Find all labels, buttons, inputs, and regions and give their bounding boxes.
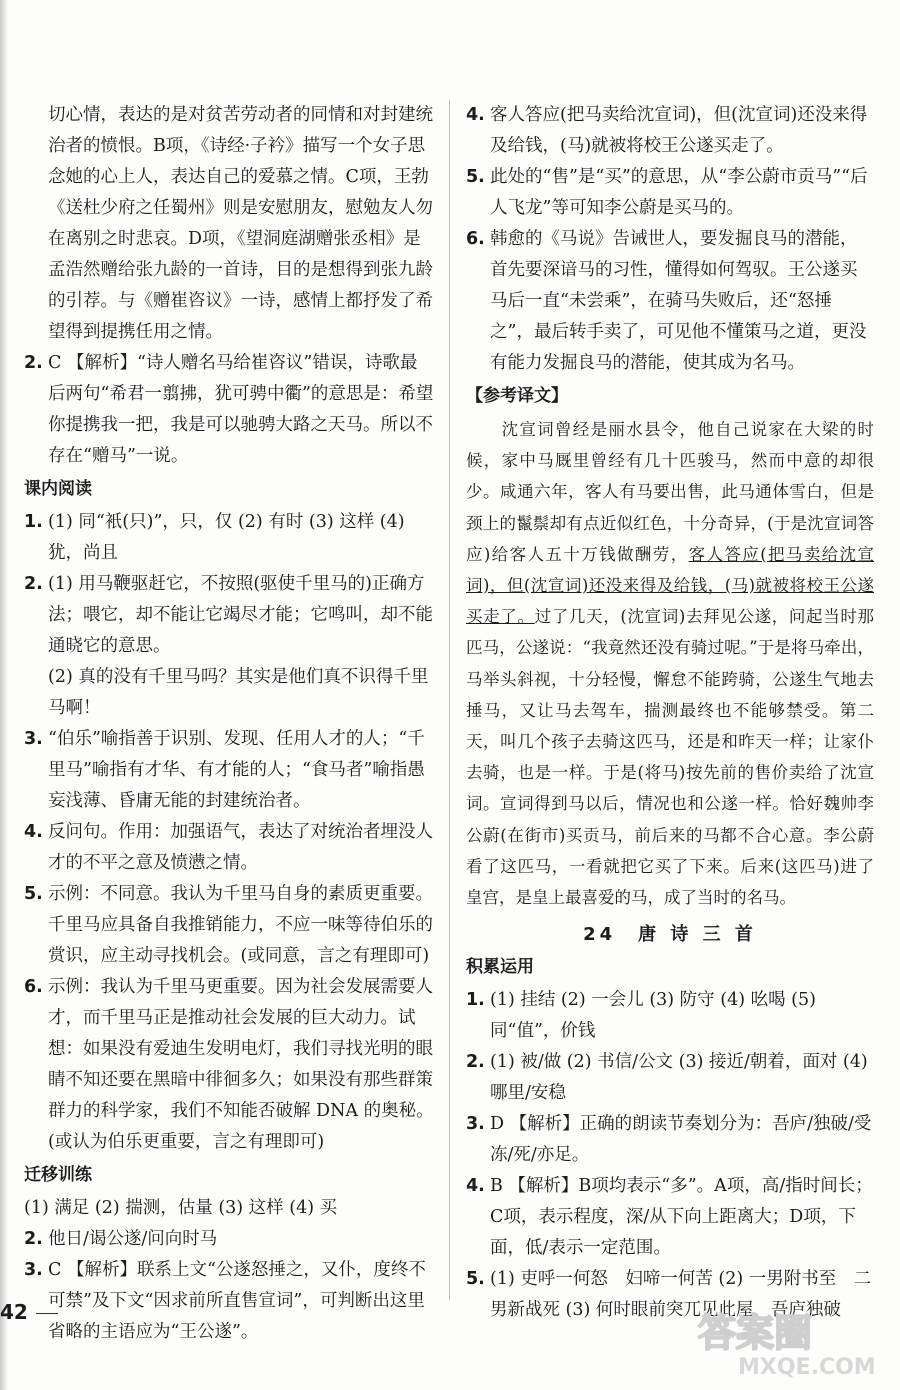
item-number: 2.	[24, 353, 43, 373]
item-number: 3.	[466, 1114, 485, 1135]
section-heading-jilei: 积累运用	[466, 957, 534, 978]
answer-item-k3	[24, 724, 434, 817]
left-column	[24, 100, 434, 1348]
item-text: 反问句。作用：加强语气，表达了对统治者埋没人才的不平之意及愤懑之情。	[48, 822, 433, 873]
answer-item-k2-part2: (2) 真的没有千里马吗？其实是他们真不识得千里马啊！	[48, 667, 429, 718]
right-column	[466, 100, 874, 1326]
item-text: (1) 被/做 (2) 书信/公文 (3) 接近/朝着，面对 (4) 哪里/安稳	[490, 1052, 868, 1104]
item-number: 1.	[24, 512, 43, 532]
answer-item-r6	[466, 224, 874, 379]
item-text: D 【解析】正确的朗读节奏划分为：吾庐/独破/受冻/死/亦足。	[490, 1114, 872, 1166]
answer-item-a2	[466, 1047, 874, 1109]
answer-item-k5	[24, 879, 434, 972]
answer-item-a3	[466, 1109, 874, 1171]
item-text: 此处的“售”是“买”的意思，从“李公蔚市贡马”“后人飞龙”等可知李公蔚是买马的。	[490, 167, 868, 218]
answer-item-a4	[466, 1171, 874, 1264]
answer-item-k4	[24, 817, 434, 879]
item-number: 4.	[466, 105, 485, 125]
watermark-text: 答案圈	[698, 1311, 813, 1355]
answer-item-k2	[24, 569, 434, 662]
item-text: 示例：我认为千里马更重要。因为社会发展需要人才，而千里马正是推动社会发展的巨大动力。试想：如果没有爱迪生发明电灯，我们寻找光明的眼睛不知还要在黑暗中徘徊多久；如果没有那些群策群力的科学家，我们不知能否破解 DNA 的奥秘。(或认为伯乐更重要，言之有理即可)	[48, 977, 434, 1152]
answer-item-k6	[24, 972, 434, 1158]
section-heading-kenei: 课内阅读	[24, 479, 92, 499]
page-edge-shadow	[0, 0, 8, 1390]
answer-item-q3	[24, 1255, 434, 1348]
item-number: 6.	[24, 977, 43, 997]
item-number: 5.	[466, 167, 485, 187]
item-text: 客人答应(把马卖给沈宣词)，但(沈宣词)还没来得及给钱，(马)就被将校王公遂买走了。	[490, 105, 868, 156]
watermark-url: MXQE.COM	[738, 1355, 876, 1380]
translation-part-a: 沈宣词曾经是丽水县令，他自己说家在大梁的时候，家中马厩里曾经有几十匹骏马，然而中意的却很少。咸通六年，客人有马要出售，此马通体雪白，但是颈上的鬣鬃却有点近似红色，十分奇异，(于是沈宣词答应)给客人五十万钱做酬劳，	[466, 420, 874, 564]
item-number: 5.	[466, 1269, 485, 1290]
reference-translation	[466, 414, 874, 913]
reference-translation-heading: 【参考译文】	[466, 386, 568, 406]
item-number: 3.	[24, 729, 43, 749]
item-text: B 【解析】B项均表示“多”。A项，高/指时间长；C项，表示程度，深/从下向上距离大；D项，下面，低/表示一定范围。	[490, 1176, 873, 1259]
item-text: 他日/谒公遂/问向时马	[48, 1229, 218, 1249]
item-number: 2.	[24, 574, 43, 594]
item-text: 韩愈的《马说》告诫世人，要发掘良马的潜能，首先要深谙马的习性，懂得如何驾驭。王公遂买马后一直“未尝乘”，在骑马失败后，还“怒捶之”，最后转手卖了，可见他不懂策马之道，更没有能力发掘良马的潜能，使其成为名马。	[490, 229, 867, 373]
intro-paragraph: 切心情，表达的是对贫苦劳动者的同情和对封建统治者的愤恨。B项，《诗经·子衿》描写一个女子思念她的心上人，表达自己的爱慕之情。C项，王勃《送杜少府之任蜀州》则是安慰朋友，慰勉友人勿在离别之时悲哀。D项，《望洞庭湖赠张丞相》是孟浩然赠给张九龄的一首诗，目的是想得到张九龄的引荐。与《赠崔咨议》一诗，感情上都抒发了希望得到提携任用之情。	[48, 105, 433, 342]
item-number: 2.	[24, 1229, 43, 1249]
lesson-title: 24 唐 诗 三 首	[583, 924, 757, 946]
item-text: (1) 用马鞭驱赶它，不按照(驱使千里马的)正确方法；喂它，却不能让它竭尽才能；它鸣叫，却不能通晓它的意思。	[48, 574, 433, 656]
answer-item-q1: (1) 满足 (2) 揣测，估量 (3) 这样 (4) 买	[24, 1198, 338, 1218]
answer-item-r4	[466, 100, 874, 162]
item-text: (1) 挂结 (2) 一会儿 (3) 防守 (4) 吆喝 (5) 同“值”，价钱	[490, 990, 816, 1042]
item-number: 2.	[466, 1052, 485, 1073]
item-number: 3.	[24, 1260, 43, 1280]
column-divider	[449, 100, 450, 1300]
item-text: (1) 吏呼一何怒 妇啼一何苦 (2) 一男附书至 二男新战死 (3) 何时眼前突兀见此屋 吾庐独破	[490, 1269, 872, 1321]
watermark-logo	[690, 1302, 880, 1380]
answer-item-q2	[24, 1224, 434, 1255]
page-number: 42	[0, 1300, 58, 1324]
item-number: 4.	[466, 1176, 485, 1197]
item-number: 1.	[466, 990, 485, 1011]
answer-item-k1	[24, 507, 434, 569]
item-number: 6.	[466, 229, 485, 249]
answer-item-a1	[466, 985, 874, 1047]
item-text: 示例：不同意。我认为千里马自身的素质更重要。千里马应具备自我推销能力，不应一味等待伯乐的赏识，应主动寻找机会。(或同意，言之有理即可)	[48, 884, 433, 966]
answer-item-r5	[466, 162, 874, 224]
item-text: (1) 同“衹(只)”，只，仅 (2) 有时 (3) 这样 (4) 犹，尚且	[48, 512, 405, 563]
section-heading-qianyi: 迁移训练	[24, 1165, 92, 1185]
answer-item-2	[24, 348, 434, 472]
item-number: 4.	[24, 822, 43, 842]
translation-part-b: 过了几天，(沈宣词)去拜见公遂，问起当时那匹马，公遂说：“我竟然还没有骑过呢。”于是将马牵出，马举头斜视，十分轻慢，懈怠不能跨骑，公遂生气地去捶马，又让马去驾车，揣测最终也不能够禁受。第二天，叫几个孩子去骑这匹马，还是和昨天一样；让家仆去骑，也是一样。于是(将马)按先前的售价卖给了沈宣词。宣词得到马以后，情况也和公遂一样。恰好魏帅李公蔚(在街市)买贡马，前后来的马都不合心意。李公蔚看了这匹马，一看就把它买了下来。后来(这匹马)进了皇宫，是皇上最喜爱的马，成了当时的名马。	[466, 607, 875, 908]
item-text: C 【解析】“诗人赠名马给崔咨议”错误，诗歌最后两句“希君一翦拂，犹可骋中衢”的意思是：希望你提携我一把，我是可以驰骋大路之天马。所以不存在“赠马”一说。	[48, 353, 434, 466]
item-text: “伯乐”喻指善于识别、发现、任用人才的人；“千里马”喻指有才华、有才能的人；“食马者”喻指愚妄浅薄、昏庸无能的封建统治者。	[48, 729, 425, 811]
item-number: 5.	[24, 884, 43, 904]
translation-underlined: 客人答应(把马卖给沈宣词)，但(沈宣词)还没来得及给钱，(马)就被将校王公遂买走了。	[466, 544, 875, 627]
item-text: C 【解析】联系上文“公遂怒捶之，又仆，度终不可禁”及下文“因求前所直售宣词”，可判断出这里省略的主语应为“王公遂”。	[48, 1260, 426, 1342]
